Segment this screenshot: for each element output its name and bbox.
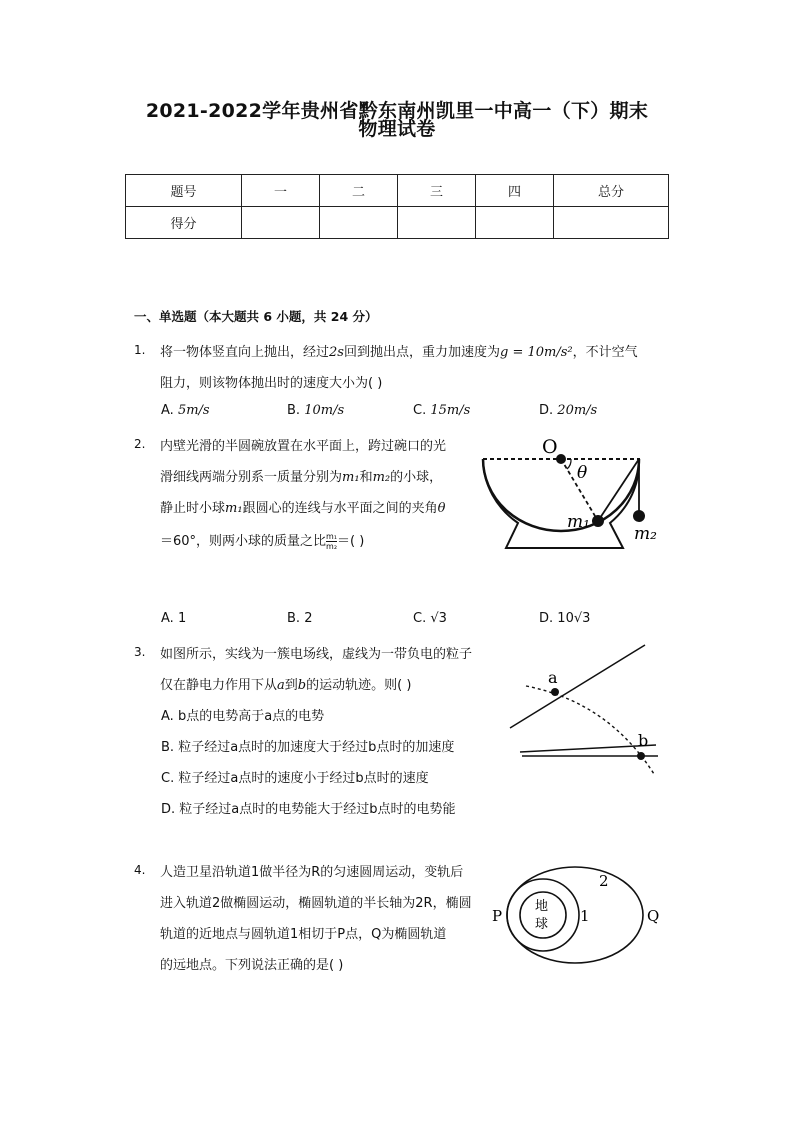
score-table-score-row <box>126 207 669 239</box>
question-number: 1. <box>134 343 146 357</box>
orbit-2-label: 2 <box>599 872 609 890</box>
score-header-cell: 一 <box>242 175 320 207</box>
q2-option-b[interactable]: B. 2 <box>287 611 313 626</box>
mass-ratio-fraction: $\frac{\text{m₁}}{\text{m₂}}$ <box>326 532 338 551</box>
score-table <box>125 174 669 239</box>
q2-option-d[interactable]: D. 10√3 <box>539 611 591 626</box>
q1-stem-line2: 阻力，则该物体抛出时的速度大小为( ) <box>160 376 383 391</box>
score-header-cell: 二 <box>320 175 398 207</box>
orbit-figure <box>490 862 666 968</box>
exam-title: 2021-2022学年贵州省黔东南州凯里一中高一（下）期末 <box>145 100 649 122</box>
q3-option-a[interactable]: A. b点的电势高于a点的电势 <box>161 709 325 724</box>
angle-arc <box>567 459 571 469</box>
point-p-label: P <box>492 907 503 925</box>
q2-stem-line1: 内壁光滑的半圆碗放置在水平面上，跨过碗口的光 <box>160 439 447 454</box>
score-cell <box>554 207 669 239</box>
q4-stem-line1: 人造卫星沿轨道1做半径为R的匀速圆周运动，变轨后 <box>160 865 464 880</box>
orbit-2-ellipse <box>507 867 643 963</box>
exam-subtitle: 物理试卷 <box>358 118 436 140</box>
field-line-upper <box>510 645 645 728</box>
q3-stem-line1: 如图所示，实线为一簇电场线，虚线为一带负电的粒子 <box>160 647 473 662</box>
section-heading: 一、单选题（本大题共 6 小题，共 24 分） <box>134 309 378 324</box>
orbit-1-circle <box>507 879 579 951</box>
q1-option-b[interactable]: B. 10m/s <box>287 403 345 418</box>
q2-stem-line4: ＝60°，则两小球的质量之比 $\frac{\text{m₁}}{\text{m₂}}$ ＝( ) <box>160 532 365 551</box>
score-header-cell: 题号 <box>126 175 242 207</box>
field-line-figure <box>508 642 662 778</box>
q4-stem-line4: 的远地点。下列说法正确的是( ) <box>160 958 344 973</box>
q1-option-d[interactable]: D. 20m/s <box>539 403 598 418</box>
bowl-outer-shell <box>483 459 639 548</box>
label-o: O <box>542 438 558 458</box>
question-number: 3. <box>134 645 146 659</box>
label-theta: θ <box>577 463 588 483</box>
q1-text: 回到抛出点，重力加速度为 <box>343 345 500 360</box>
question-number: 4. <box>134 863 146 877</box>
q3-option-b[interactable]: B. 粒子经过a点时的加速度大于经过b点时的加速度 <box>161 740 455 755</box>
q3-option-d[interactable]: D. 粒子经过a点时的电势能大于经过b点时的电势能 <box>161 802 456 817</box>
orbit-1-label: 1 <box>580 907 590 925</box>
score-cell <box>320 207 398 239</box>
score-row-label: 得分 <box>126 207 242 239</box>
q3-option-c[interactable]: C. 粒子经过a点时的速度小于经过b点时的速度 <box>161 771 429 786</box>
q1-time: 2s <box>329 345 344 360</box>
q1-gravity: g = 10m/s² <box>499 345 573 360</box>
q1-text: ，不计空气 <box>572 345 638 360</box>
q4-stem-line3: 轨道的近地点与圆轨道1相切于P点，Q为椭圆轨道 <box>160 927 447 942</box>
q2-stem-line3: 静止时小球m₁跟圆心的连线与水平面之间的夹角θ <box>160 501 446 516</box>
ball-m2 <box>633 510 645 522</box>
question-number: 2. <box>134 437 146 451</box>
q3-stem-line2: 仅在静电力作用下从a到b的运动轨迹。则( ) <box>160 678 412 693</box>
q1-stem-line1 <box>160 341 638 360</box>
earth-label-2: 球 <box>535 917 549 932</box>
point-b <box>637 752 645 760</box>
score-cell <box>242 207 320 239</box>
q2-stem-line2: 滑细线两端分别系一质量分别为m₁和m₂的小球， <box>160 470 443 485</box>
q1-option-c[interactable]: C. 15m/s <box>413 403 471 418</box>
q2-option-c[interactable]: C. √3 <box>413 611 447 626</box>
ball-m1 <box>592 515 604 527</box>
q1-option-a[interactable]: A. 5m/s <box>161 403 210 418</box>
particle-trajectory <box>526 686 654 774</box>
q4-stem-line2: 进入轨道2做椭圆运动，椭圆轨道的半长轴为2R，椭圆 <box>160 896 472 911</box>
score-table-header-row <box>126 175 669 207</box>
string-segment <box>598 459 639 521</box>
score-cell <box>476 207 554 239</box>
q1-text: 将一物体竖直向上抛出，经过 <box>160 345 330 360</box>
point-q-label: Q <box>647 907 660 925</box>
label-m2: m₂ <box>634 524 657 544</box>
score-header-cell: 三 <box>398 175 476 207</box>
q2-option-a[interactable]: A. 1 <box>161 611 187 626</box>
score-cell <box>398 207 476 239</box>
label-a: a <box>548 668 558 687</box>
label-b: b <box>638 731 649 750</box>
score-header-cell: 四 <box>476 175 554 207</box>
label-m1: m₁ <box>567 512 590 532</box>
score-header-cell: 总分 <box>554 175 669 207</box>
earth-label-1: 地 <box>535 899 549 914</box>
bowl-figure <box>478 438 668 550</box>
point-a <box>551 688 559 696</box>
